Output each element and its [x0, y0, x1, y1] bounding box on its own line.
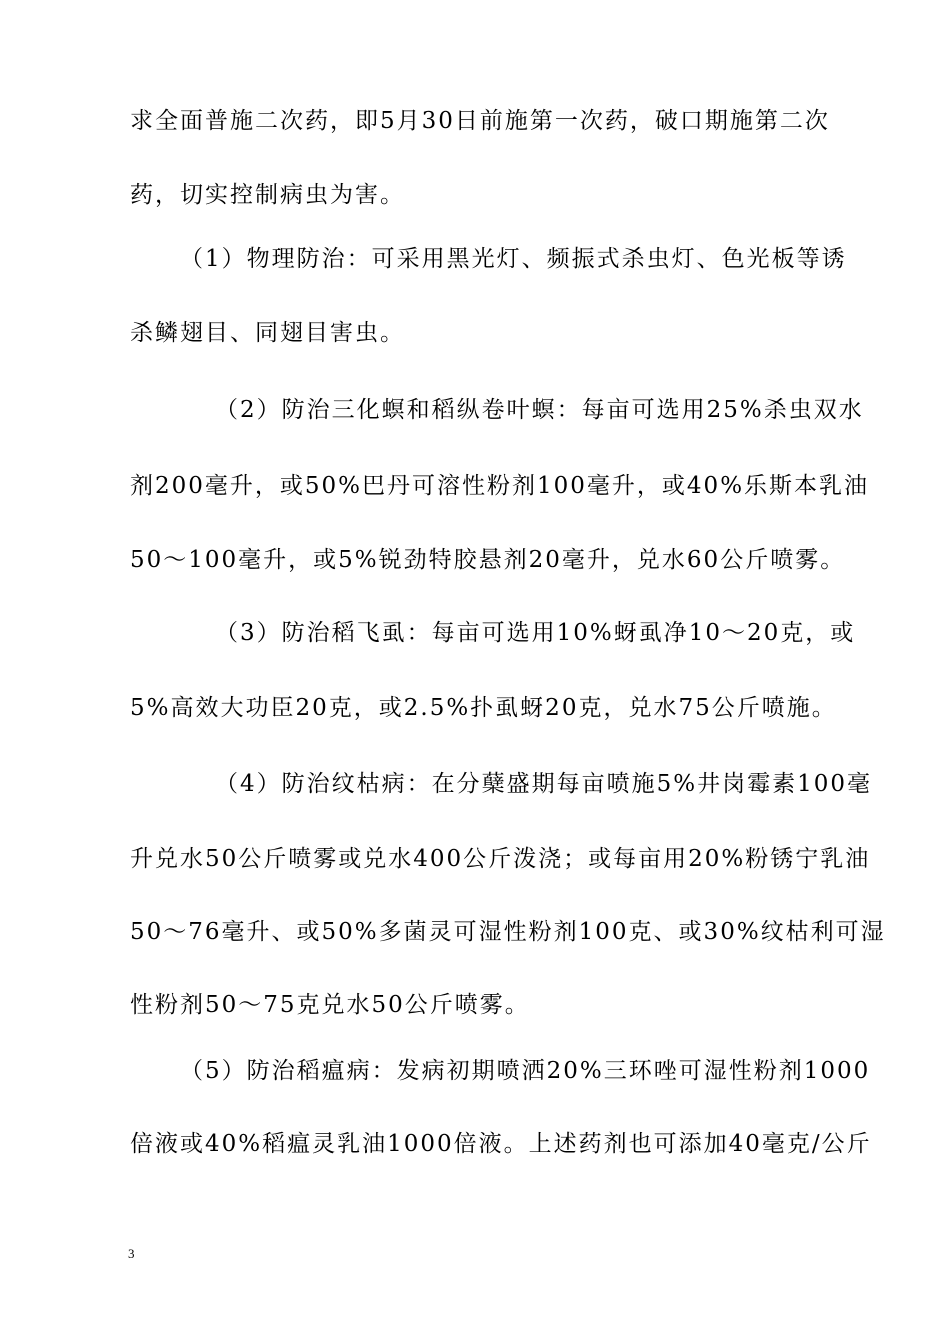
text-line-8: （3）防治稻飞虱：每亩可选用10%蚜虱净10～20克，或 — [215, 620, 856, 646]
text-line-5: （2）防治三化螟和稻纵卷叶螟：每亩可选用25%杀虫双水 — [215, 397, 864, 423]
text-line-3: （1）物理防治：可采用黑光灯、频振式杀虫灯、色光板等诱 — [180, 246, 847, 272]
text-line-11: 升兑水50公斤喷雾或兑水400公斤泼浇；或每亩用20%粉锈宁乳油 — [130, 846, 871, 872]
text-line-6: 剂200毫升，或50%巴丹可溶性粉剂100毫升，或40%乐斯本乳油 — [130, 473, 870, 499]
text-line-10: （4）防治纹枯病：在分蘖盛期每亩喷施5%井岗霉素100毫 — [215, 771, 873, 797]
text-line-7: 50～100毫升，或5%锐劲特胶悬剂20毫升，兑水60公斤喷雾。 — [130, 547, 846, 573]
text-line-1: 求全面普施二次药，即5月30日前施第一次药，破口期施第二次 — [130, 108, 830, 134]
text-line-15: 倍液或40%稻瘟灵乳油1000倍液。上述药剂也可添加40毫克/公斤 — [130, 1131, 872, 1157]
text-line-9: 5%高效大功臣20克，或2.5%扑虱蚜20克，兑水75公斤喷施。 — [130, 695, 837, 721]
text-line-14: （5）防治稻瘟病：发病初期喷洒20%三环唑可湿性粉剂1000 — [180, 1058, 871, 1084]
text-line-2: 药，切实控制病虫为害。 — [130, 182, 405, 208]
page-number: 3 — [128, 1246, 135, 1261]
text-line-13: 性粉剂50～75克兑水50公斤喷雾。 — [130, 992, 530, 1018]
text-line-4: 杀鳞翅目、同翅目害虫。 — [130, 320, 405, 346]
text-line-12: 50～76毫升、或50%多菌灵可湿性粉剂100克、或30%纹枯利可湿 — [130, 919, 886, 945]
